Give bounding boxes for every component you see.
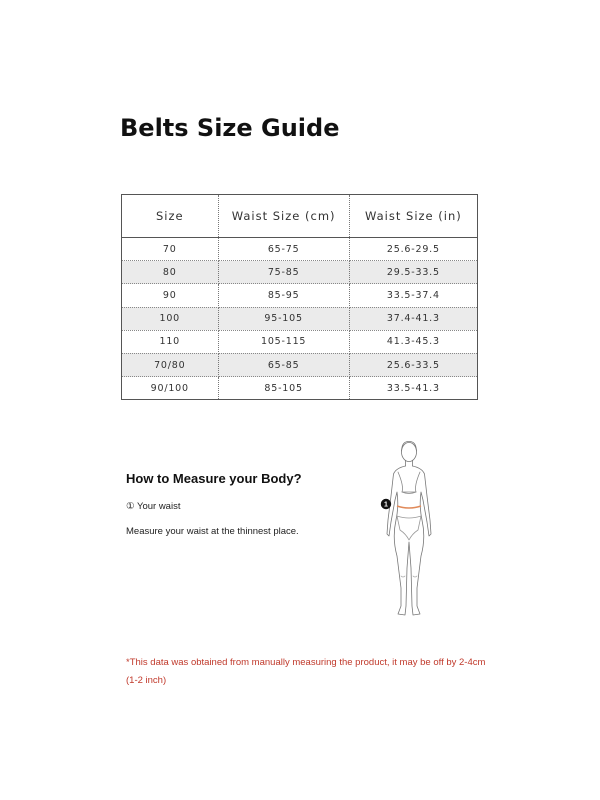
cell-size: 110 <box>122 330 219 353</box>
header-size: Size <box>122 195 219 238</box>
figure-head <box>402 443 417 462</box>
table-header-row <box>122 195 478 238</box>
disclaimer-note: *This data was obtained from manually measuring the product, it may be off by 2-4cm (1-2 inch) <box>126 657 486 686</box>
cell-waist-in: 33.5-41.3 <box>349 377 477 400</box>
cell-waist-cm: 105-115 <box>218 330 349 353</box>
table-row <box>122 330 478 353</box>
page-title: Belts Size Guide <box>120 114 340 142</box>
cell-waist-in: 37.4-41.3 <box>349 307 477 330</box>
table-row <box>122 307 478 330</box>
measure-heading: How to Measure your Body? <box>126 471 302 486</box>
cell-size: 90 <box>122 284 219 307</box>
cell-waist-cm: 75-85 <box>218 261 349 284</box>
cell-waist-cm: 95-105 <box>218 307 349 330</box>
size-table <box>121 194 478 400</box>
header-waist-cm: Waist Size (cm) <box>218 195 349 238</box>
table-row <box>122 238 478 261</box>
cell-waist-cm: 85-105 <box>218 377 349 400</box>
cell-waist-cm: 65-85 <box>218 353 349 376</box>
waist-line <box>397 506 421 508</box>
cell-size: 70 <box>122 238 219 261</box>
table-row <box>122 353 478 376</box>
table-row <box>122 377 478 400</box>
cell-waist-in: 25.6-33.5 <box>349 353 477 376</box>
step-label: ① Your waist <box>126 501 181 512</box>
cell-waist-cm: 65-75 <box>218 238 349 261</box>
header-waist-in: Waist Size (in) <box>349 195 477 238</box>
cell-size: 80 <box>122 261 219 284</box>
cell-waist-in: 33.5-37.4 <box>349 284 477 307</box>
cell-waist-cm: 85-95 <box>218 284 349 307</box>
cell-size: 90/100 <box>122 377 219 400</box>
cell-waist-in: 41.3-45.3 <box>349 330 477 353</box>
cell-size: 100 <box>122 307 219 330</box>
body-figure-illustration <box>374 438 454 622</box>
cell-size: 70/80 <box>122 353 219 376</box>
table-row <box>122 261 478 284</box>
cell-waist-in: 25.6-29.5 <box>349 238 477 261</box>
step-description: Measure your waist at the thinnest place. <box>126 526 299 537</box>
waist-marker-number: 1 <box>384 501 388 509</box>
cell-waist-in: 29.5-33.5 <box>349 261 477 284</box>
table-row <box>122 284 478 307</box>
